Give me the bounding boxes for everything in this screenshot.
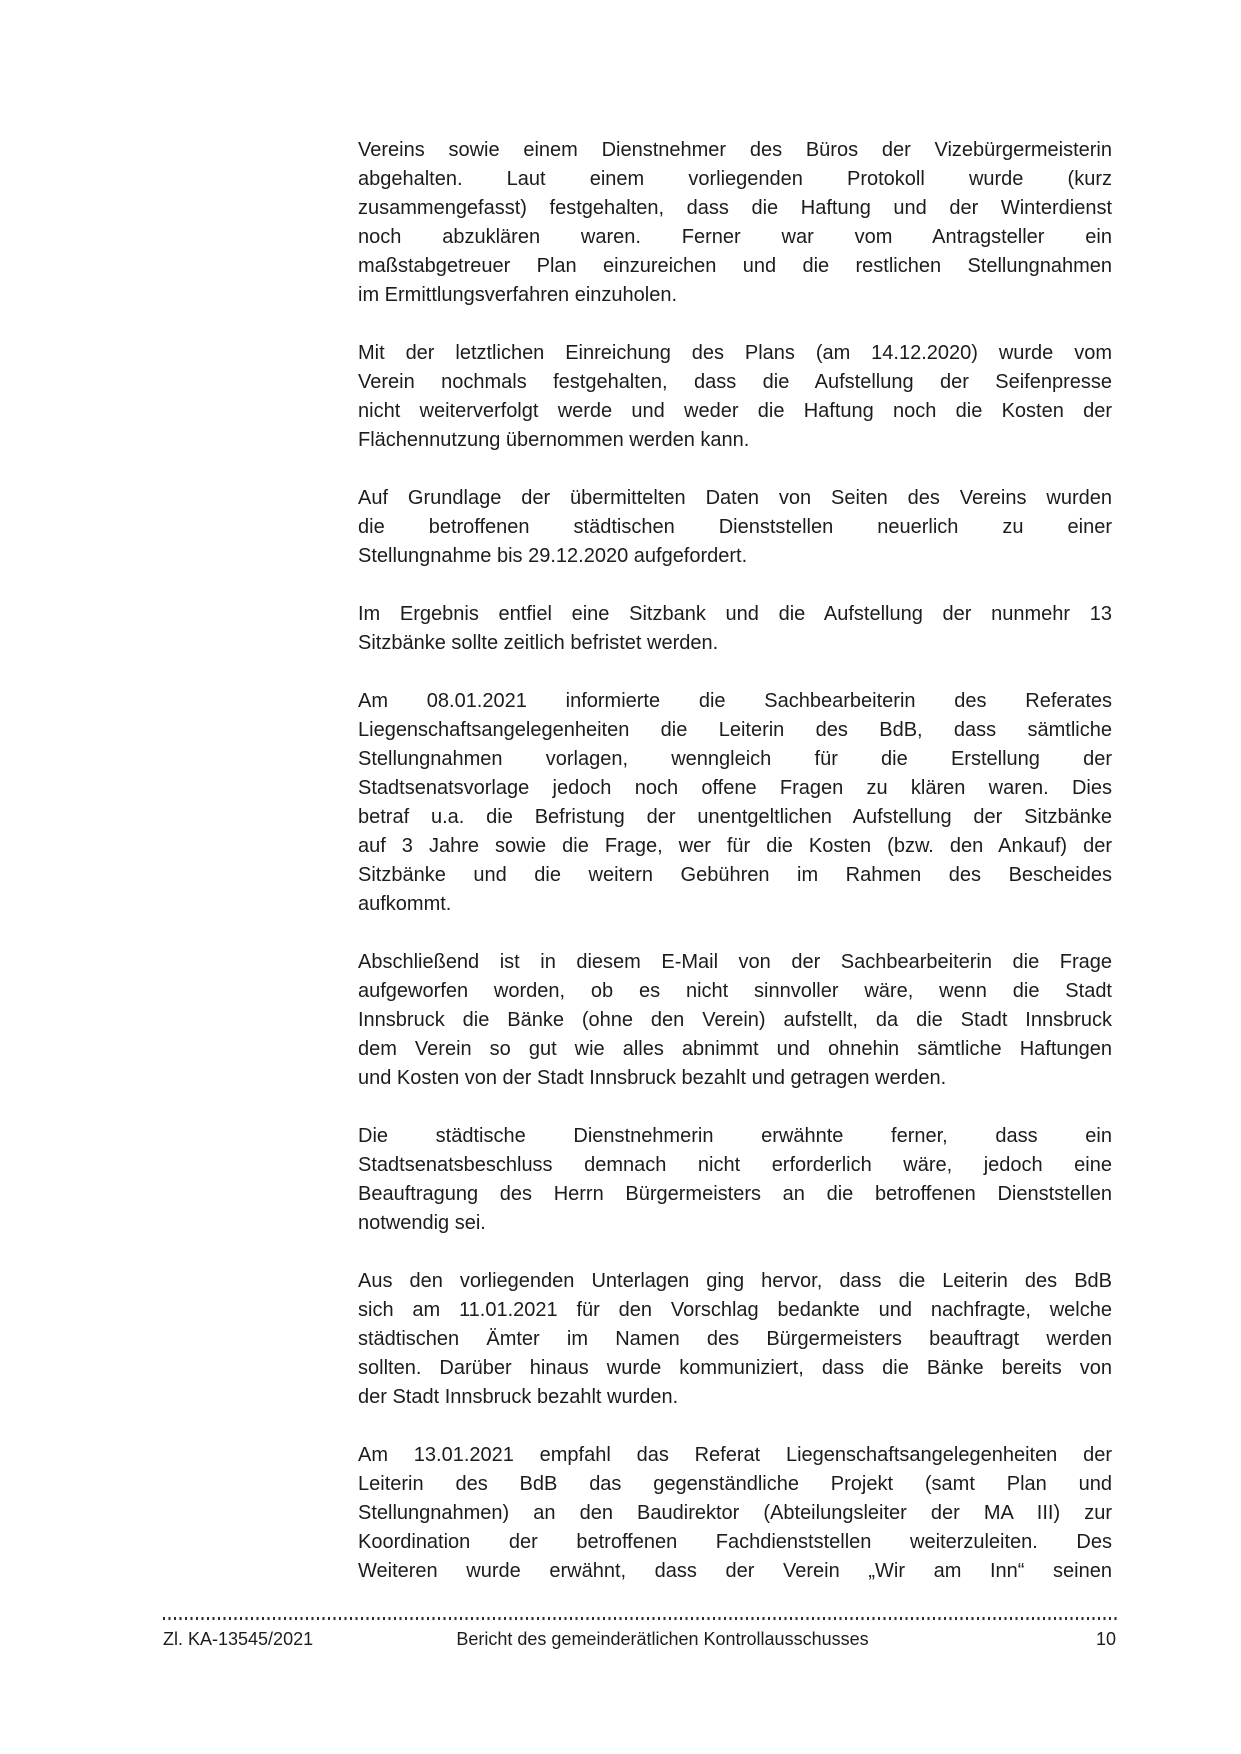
- text-line: Stellungnahme bis 29.12.2020 aufgefordert.: [358, 545, 748, 567]
- text-line: Am 13.01.2021 empfahl das Referat Liegenschaftsangelegenheiten der: [358, 1444, 1112, 1466]
- text-line: Vereins sowie einem Dienstnehmer des Büros der Vizebürgermeisterin: [358, 139, 1112, 161]
- text-line: Am 08.01.2021 informierte die Sachbearbeiterin des Referates: [358, 690, 1112, 712]
- paragraph-5: [358, 687, 1112, 919]
- text-line: Stadtsenatsbeschluss demnach nicht erforderlich wäre, jedoch eine: [358, 1154, 1112, 1176]
- paragraph-7: [358, 1122, 1112, 1238]
- text-line: sollten. Darüber hinaus wurde kommuniziert, dass die Bänke bereits von: [358, 1357, 1112, 1379]
- footer-row: [163, 1627, 1118, 1651]
- paragraph-1: [358, 136, 1112, 310]
- footer-reference-number: Zl. KA-13545/2021: [163, 1629, 314, 1649]
- paragraph-3: [358, 484, 1112, 571]
- paragraph-2: [358, 339, 1112, 455]
- paragraph-4: [358, 600, 1112, 658]
- text-line: Im Ergebnis entfiel eine Sitzbank und die Aufstellung der nunmehr 13: [358, 603, 1112, 625]
- text-line: und Kosten von der Stadt Innsbruck bezahlt und getragen werden.: [358, 1067, 947, 1089]
- text-line: Leiterin des BdB das gegenständliche Projekt (samt Plan und: [358, 1473, 1112, 1495]
- text-line: Stadtsenatsvorlage jedoch noch offene Fragen zu klären waren. Dies: [358, 777, 1112, 799]
- paragraph-6: [358, 948, 1112, 1093]
- text-line: Auf Grundlage der übermittelten Daten von Seiten des Vereins wurden: [358, 487, 1112, 509]
- text-line: Mit der letztlichen Einreichung des Plans (am 14.12.2020) wurde vom: [358, 342, 1112, 364]
- text-line: Weiteren wurde erwähnt, dass der Verein „Wir am Inn“ seinen: [358, 1560, 1112, 1582]
- paragraph-8: [358, 1267, 1112, 1412]
- text-line: maßstabgetreuer Plan einzureichen und die restlichen Stellungnahmen: [358, 255, 1112, 277]
- text-line: Liegenschaftsangelegenheiten die Leiterin des BdB, dass sämtliche: [358, 719, 1112, 741]
- text-line: die betroffenen städtischen Dienststellen neuerlich zu einer: [358, 516, 1112, 538]
- text-line: aufgeworfen worden, ob es nicht sinnvoller wäre, wenn die Stadt: [358, 980, 1112, 1002]
- text-line: notwendig sei.: [358, 1212, 486, 1234]
- footer-page-number: 10: [1095, 1629, 1116, 1649]
- text-line: Beauftragung des Herrn Bürgermeisters an die betroffenen Dienststellen: [358, 1183, 1112, 1205]
- text-line: Flächennutzung übernommen werden kann.: [358, 429, 750, 451]
- text-line: nicht weiterverfolgt werde und weder die Haftung noch die Kosten der: [358, 400, 1112, 422]
- text-line: zusammengefasst) festgehalten, dass die Haftung und der Winterdienst: [358, 197, 1112, 219]
- text-line: aufkommt.: [358, 893, 452, 915]
- text-line: abgehalten. Laut einem vorliegenden Protokoll wurde (kurz: [358, 168, 1112, 190]
- text-line: Stellungnahmen vorlagen, wenngleich für die Erstellung der: [358, 748, 1112, 770]
- text-line: Sitzbänke und die weitern Gebühren im Rahmen des Bescheides: [358, 864, 1112, 886]
- text-line: Verein nochmals festgehalten, dass die Aufstellung der Seifenpresse: [358, 371, 1112, 393]
- text-line: Aus den vorliegenden Unterlagen ging hervor, dass die Leiterin des BdB: [358, 1270, 1112, 1292]
- text-line: im Ermittlungsverfahren einzuholen.: [358, 284, 678, 306]
- text-line: dem Verein so gut wie alles abnimmt und ohnehin sämtliche Haftungen: [358, 1038, 1112, 1060]
- text-line: noch abzuklären waren. Ferner war vom Antragsteller ein: [358, 226, 1112, 248]
- text-line: der Stadt Innsbruck bezahlt wurden.: [358, 1386, 679, 1408]
- text-line: Koordination der betroffenen Fachdienststellen weiterzuleiten. Des: [358, 1531, 1112, 1553]
- text-line: Innsbruck die Bänke (ohne den Verein) aufstellt, da die Stadt Innsbruck: [358, 1009, 1112, 1031]
- report-body: [358, 136, 1112, 1586]
- text-line: sich am 11.01.2021 für den Vorschlag bedankte und nachfragte, welche: [358, 1299, 1112, 1321]
- footer-document-title: Bericht des gemeinderätlichen Kontrollausschusses: [456, 1629, 869, 1649]
- text-line: Stellungnahmen) an den Baudirektor (Abteilungsleiter der MA III) zur: [358, 1502, 1112, 1524]
- text-line: städtischen Ämter im Namen des Bürgermeisters beauftragt werden: [358, 1328, 1112, 1350]
- text-line: betraf u.a. die Befristung der unentgeltlichen Aufstellung der Sitzbänke: [358, 806, 1112, 828]
- text-line: Abschließend ist in diesem E-Mail von der Sachbearbeiterin die Frage: [358, 951, 1112, 973]
- footer-dotted-rule: [163, 1617, 1118, 1620]
- text-line: Sitzbänke sollte zeitlich befristet werden.: [358, 632, 719, 654]
- paragraph-9: [358, 1441, 1112, 1586]
- text-line: Die städtische Dienstnehmerin erwähnte ferner, dass ein: [358, 1125, 1112, 1147]
- text-line: auf 3 Jahre sowie die Frage, wer für die Kosten (bzw. den Ankauf) der: [358, 835, 1112, 857]
- page-footer: [163, 1617, 1118, 1651]
